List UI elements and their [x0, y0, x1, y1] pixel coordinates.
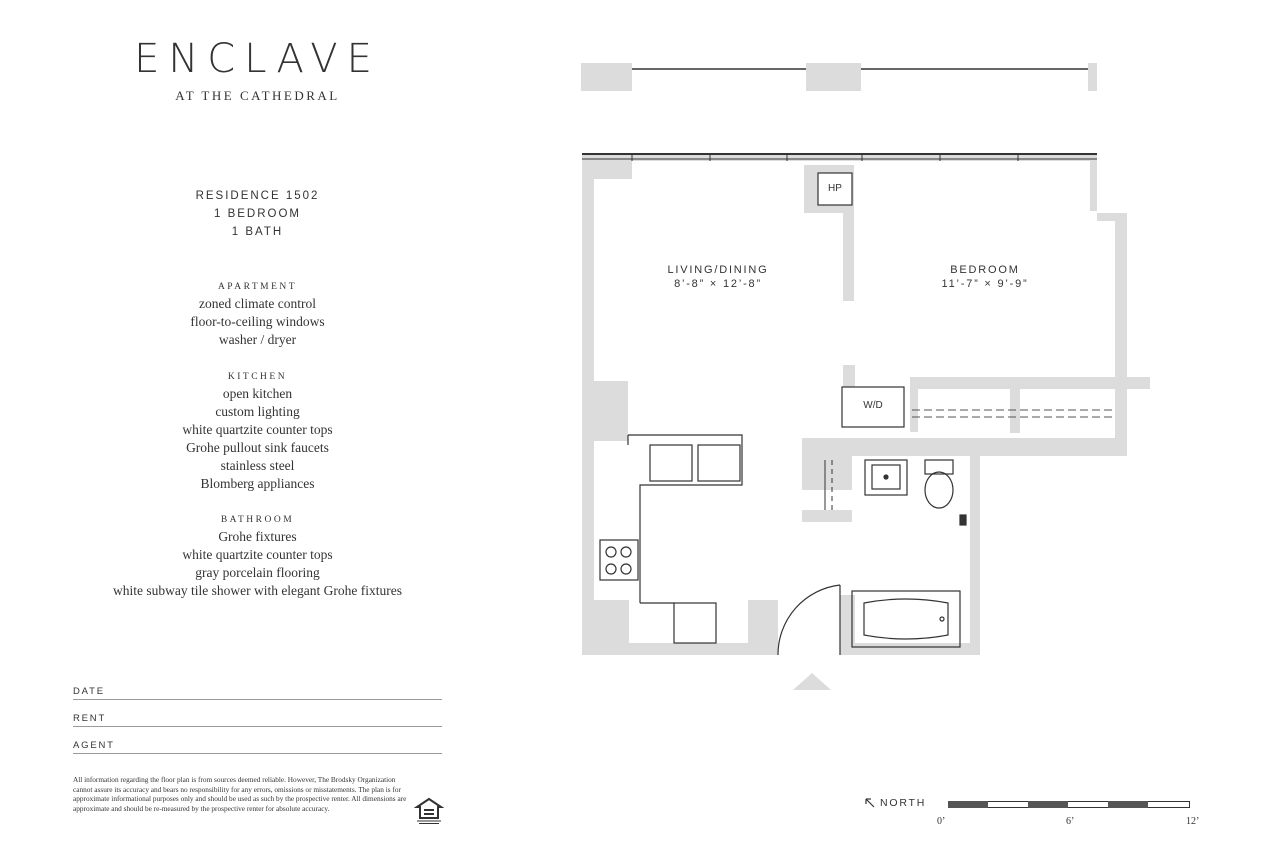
- feature-item: white subway tile shower with elegant Grohe fixtures: [112, 583, 403, 598]
- agent-field[interactable]: [73, 740, 442, 754]
- feature-item: Grohe fixtures: [218, 529, 297, 544]
- north-label: NORTH: [880, 797, 927, 809]
- brand-tagline: AT THE CATHEDRAL: [175, 88, 340, 103]
- scale-mid: 6’: [1066, 816, 1075, 827]
- feature-item: stainless steel: [220, 458, 295, 473]
- bedroom-name: BEDROOM: [950, 264, 1020, 276]
- disclaimer-text: All information regarding the floor plan is from sources deemed reliable. However, The Brodsky Organization cannot assure its accuracy and bears no responsibility for any errors, omissions or misstatements. The plan is for approximate informational purposes only and should be used as such by the prospective renter. All dimensions are approximate and should be re-measured by the prospective renter for absolute accuracy.: [73, 775, 407, 813]
- feature-item: floor-to-ceiling windows: [190, 314, 325, 329]
- feature-item: custom lighting: [215, 404, 300, 419]
- equal-housing-icon: [414, 796, 444, 826]
- feature-item: washer / dryer: [218, 332, 297, 347]
- feature-item: gray porcelain flooring: [195, 565, 320, 580]
- elevation-strip: [581, 63, 1097, 91]
- section-heading: KITCHEN: [227, 372, 288, 382]
- feature-item: Blomberg appliances: [200, 476, 315, 491]
- wd-label: W/D: [863, 400, 883, 411]
- scale-bar: [948, 801, 1190, 809]
- scale-end: 12’: [1186, 816, 1200, 827]
- feature-bathroom: [60, 513, 455, 600]
- bedroom-dims: 11’-7” × 9’-9”: [941, 278, 1029, 290]
- feature-item: white quartzite counter tops: [182, 547, 333, 562]
- agent-label: AGENT: [73, 740, 115, 751]
- residence-baths: 1 BATH: [231, 226, 284, 238]
- rent-field[interactable]: [73, 713, 442, 727]
- feature-item: open kitchen: [222, 386, 293, 401]
- window-wall: [582, 153, 1097, 161]
- rent-label: RENT: [73, 713, 107, 724]
- residence-summary: [100, 187, 415, 241]
- feature-kitchen: [100, 370, 415, 493]
- residence-unit: RESIDENCE 1502: [195, 190, 320, 202]
- living-room-name: LIVING/DINING: [667, 264, 769, 276]
- feature-item: Grohe pullout sink faucets: [186, 440, 329, 455]
- living-room-label: [648, 263, 788, 291]
- entry-door: [778, 585, 840, 655]
- date-field[interactable]: [73, 686, 442, 700]
- hp-label: HP: [828, 183, 842, 194]
- section-heading: BATHROOM: [220, 515, 295, 525]
- floor-plan: [570, 55, 1150, 695]
- brand-name: ENCLAVE: [134, 36, 381, 82]
- feature-item: white quartzite counter tops: [182, 422, 333, 437]
- date-label: DATE: [73, 686, 105, 697]
- section-heading: APARTMENT: [217, 282, 298, 292]
- bedroom-label: [910, 263, 1060, 291]
- residence-bedrooms: 1 BEDROOM: [213, 208, 301, 220]
- living-room-dims: 8’-8” × 12’-8”: [674, 278, 762, 290]
- scale-start: 0’: [937, 816, 946, 827]
- entry-arrow-icon: [793, 673, 831, 690]
- bathroom-fixtures: [852, 460, 966, 647]
- feature-apartment: [100, 280, 415, 349]
- feature-item: zoned climate control: [199, 296, 316, 311]
- north-arrow-icon: [864, 797, 876, 809]
